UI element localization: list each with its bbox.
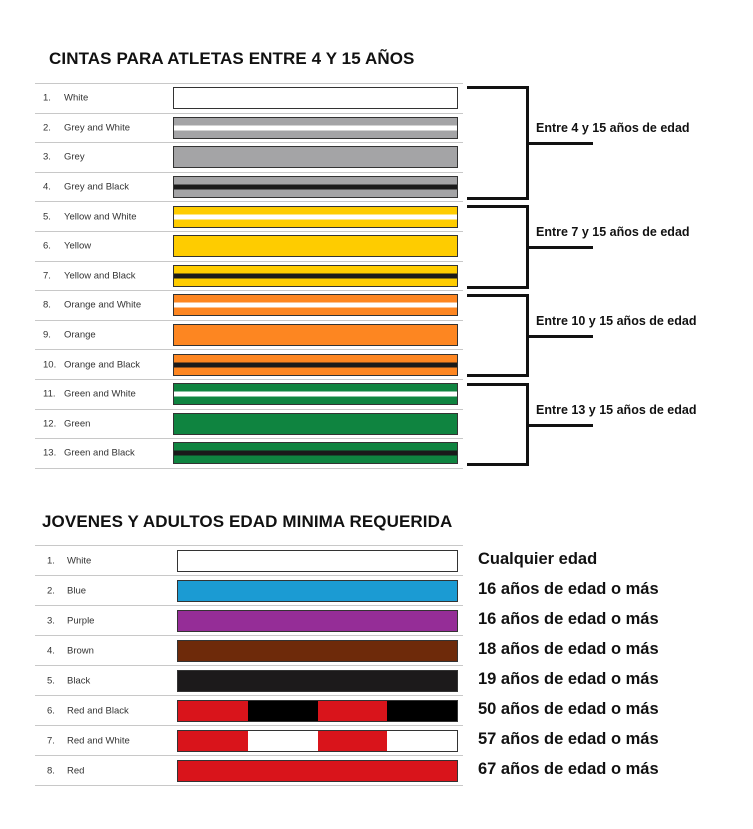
belt-row (35, 666, 463, 696)
belt-stripe (174, 303, 457, 308)
belt-row (35, 350, 463, 380)
belt-swatch (173, 146, 458, 168)
belt-swatch (177, 730, 458, 752)
belt-name: Red (67, 765, 85, 776)
belt-number: 5. (43, 211, 51, 223)
minimum-age-label: 16 años de edad o más (478, 610, 659, 628)
belt-number: 5. (47, 675, 55, 686)
belt-name: White (67, 555, 92, 566)
belt-name: Red and Black (67, 705, 129, 716)
belt-row (35, 83, 463, 114)
belt-row (35, 606, 463, 636)
belt-number: 1. (47, 555, 55, 566)
belt-number: 4. (43, 181, 51, 193)
belt-swatch (173, 354, 458, 376)
belt-row (35, 232, 463, 262)
age-group-bracket (467, 383, 529, 466)
belt-name: Green (64, 418, 91, 430)
belt-row (35, 439, 463, 469)
belt-name: Orange and Black (64, 359, 141, 371)
belt-pattern-block (387, 731, 457, 751)
bracket-pointer (529, 424, 593, 427)
belt-row (35, 636, 463, 666)
minimum-age-label: 67 años de edad o más (478, 760, 659, 778)
belt-swatch (177, 640, 458, 662)
belt-number: 10. (43, 359, 57, 371)
age-group-bracket (467, 205, 529, 289)
age-group-label: Entre 4 y 15 años de edad (536, 121, 690, 135)
belt-number: 8. (47, 765, 55, 776)
belt-stripe (174, 125, 457, 130)
belt-row (35, 291, 463, 321)
belt-name: White (64, 92, 89, 104)
belt-number: 3. (43, 151, 51, 163)
belt-stripe (174, 362, 457, 367)
belt-number: 4. (47, 645, 55, 656)
belt-row (35, 143, 463, 173)
belt-swatch (173, 324, 458, 346)
belt-name: Green and White (64, 388, 136, 400)
age-group-label: Entre 10 y 15 años de edad (536, 313, 697, 328)
belt-name: Blue (67, 585, 87, 596)
minimum-age-label: 16 años de edad o más (478, 580, 659, 598)
belt-row (35, 114, 463, 144)
belt-name: Yellow and Black (64, 270, 136, 282)
belt-name: Orange and White (64, 299, 142, 311)
belt-swatch (173, 117, 458, 139)
belt-name: Brown (67, 645, 94, 656)
belt-number: 9. (43, 329, 51, 341)
belt-row (35, 380, 463, 410)
belt-stripe (174, 392, 457, 397)
belt-row (35, 576, 463, 606)
belt-number: 7. (47, 735, 55, 746)
bracket-pointer (529, 335, 593, 338)
minimum-age-label: 19 años de edad o más (478, 670, 659, 688)
age-group-label: Entre 7 y 15 años de edad (536, 225, 690, 239)
belt-row (35, 545, 463, 576)
adult-belt-table (35, 545, 463, 786)
belt-number: 3. (47, 615, 55, 626)
belt-swatch (173, 413, 458, 435)
minimum-age-label: Cualquier edad (478, 549, 598, 568)
minimum-age-label: 57 años de edad o más (478, 730, 659, 748)
minimum-age-label: 18 años de edad o más (478, 640, 659, 658)
belt-name: Purple (67, 615, 95, 626)
belt-swatch (177, 760, 458, 782)
belt-number: 6. (47, 705, 55, 716)
belt-number: 7. (43, 270, 51, 282)
belt-swatch (177, 550, 458, 572)
belt-number: 13. (43, 447, 57, 459)
belt-row (35, 262, 463, 292)
belt-swatch (173, 87, 458, 109)
belt-number: 11. (43, 388, 56, 400)
belt-row (35, 726, 463, 756)
kids-section-title: CINTAS PARA ATLETAS ENTRE 4 Y 15 AÑOS (49, 49, 415, 68)
minimum-age-label: 50 años de edad o más (478, 700, 659, 718)
belt-number: 1. (43, 92, 51, 104)
belt-name: Black (67, 675, 91, 686)
belt-stripe (174, 185, 457, 190)
belt-swatch (173, 176, 458, 198)
belt-row (35, 173, 463, 203)
belt-pattern-block (248, 701, 318, 721)
bracket-pointer (529, 246, 593, 249)
belt-swatch (177, 610, 458, 632)
belt-swatch (177, 580, 458, 602)
belt-name: Yellow (64, 240, 92, 252)
belt-name: Grey and Black (64, 181, 129, 193)
belt-swatch (173, 442, 458, 464)
belt-stripe (174, 214, 457, 219)
belt-swatch (173, 206, 458, 228)
belt-pattern-block (387, 701, 457, 721)
belt-stripe (174, 273, 457, 278)
belt-number: 2. (43, 122, 51, 134)
belt-row (35, 756, 463, 786)
belt-row (35, 696, 463, 726)
belt-number: 8. (43, 299, 51, 311)
kids-belt-table (35, 83, 463, 469)
belt-swatch (177, 700, 458, 722)
belt-row (35, 202, 463, 232)
belt-number: 12. (43, 418, 57, 430)
belt-name: Red and White (67, 735, 130, 746)
belt-pattern-block (248, 731, 318, 751)
belt-swatch (173, 265, 458, 287)
age-group-label: Entre 13 y 15 años de edad (536, 402, 697, 417)
belt-name: Yellow and White (64, 211, 137, 223)
belt-name: Grey and White (64, 122, 130, 134)
belt-swatch (173, 383, 458, 405)
belt-swatch (173, 294, 458, 316)
belt-row (35, 410, 463, 440)
age-group-bracket (467, 294, 529, 377)
adult-section-title: JOVENES Y ADULTOS EDAD MINIMA REQUERIDA (42, 512, 453, 531)
belt-swatch (177, 670, 458, 692)
age-group-bracket (467, 86, 529, 200)
belt-number: 2. (47, 585, 55, 596)
belt-name: Green and Black (64, 447, 135, 459)
belt-stripe (174, 451, 457, 456)
belt-number: 6. (43, 240, 51, 252)
bracket-pointer (529, 142, 593, 145)
belt-name: Grey (64, 151, 85, 163)
belt-name: Orange (64, 329, 96, 341)
belt-row (35, 321, 463, 351)
belt-swatch (173, 235, 458, 257)
